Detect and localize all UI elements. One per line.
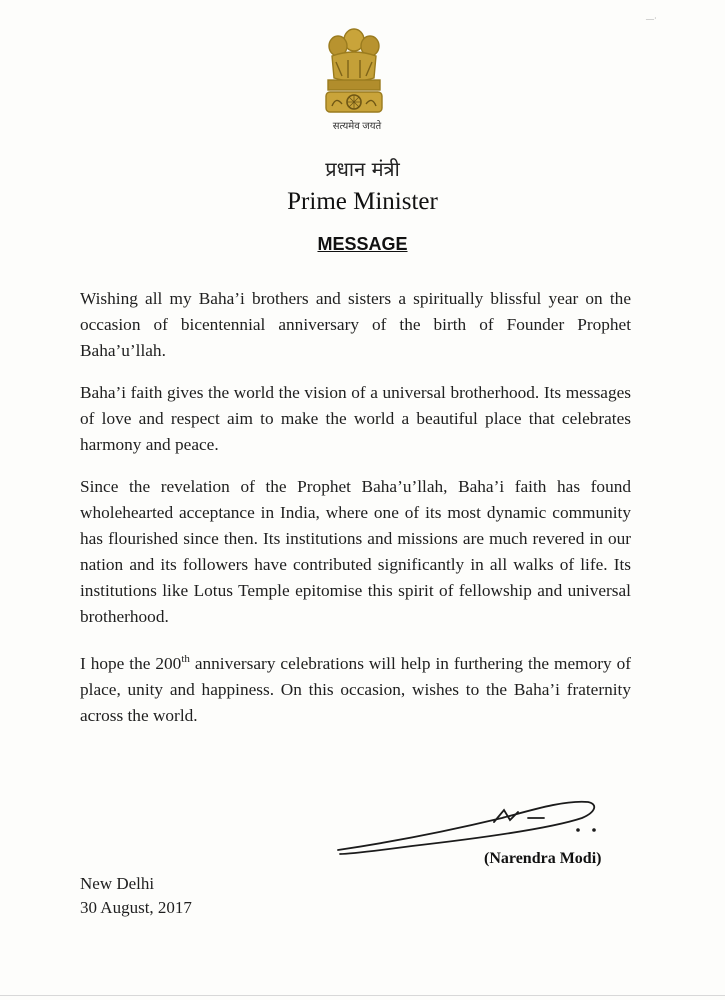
paragraph-1: Wishing all my Baha’i brothers and sisters a spiritually blissful year on the occasion of bicentennial anniversary of the birth of Founder Prophet Baha’u’llah.	[80, 289, 631, 360]
paragraph-4-end: anniversary celebrations will help in furthering the memory of place, unity and happiness. On this occasion, wishes to the Baha’i fraternity across the world.	[80, 653, 632, 725]
date: 30 August, 2017	[80, 898, 192, 917]
hindi-title: प्रधान मंत्री	[325, 157, 400, 181]
place-date	[80, 872, 192, 920]
paragraph-4-start: I hope the 200	[80, 653, 182, 673]
national-emblem-icon	[318, 18, 390, 118]
message-body	[80, 286, 631, 745]
ordinal-suffix: th	[181, 653, 190, 665]
scan-mark: —·	[646, 14, 657, 23]
page-edge	[0, 995, 725, 996]
office-title: Prime Minister	[287, 188, 438, 215]
paragraph-4	[80, 646, 631, 729]
signatory-name: (Narendra Modi)	[484, 850, 602, 867]
place: New Delhi	[80, 874, 155, 893]
paragraph-3: Since the revelation of the Prophet Baha’u’llah, Baha’i faith has found wholehearted acceptance in India, where one of its most dynamic community has flourished since then. Its institutions and missions are much revered in our nation and its followers have contributed significantly in all walks of life. Its institutions like Lotus Temple epitomise this spirit of fellowship and universal brotherhood.	[80, 477, 631, 626]
emblem-motto: सत्यमेव जयते	[332, 121, 382, 132]
message-heading: MESSAGE	[317, 234, 408, 254]
paragraph-2: Baha’i faith gives the world the vision of a universal brotherhood. Its messages of love and respect aim to make the world a beautiful place that celebrates harmony and peace.	[80, 383, 631, 454]
